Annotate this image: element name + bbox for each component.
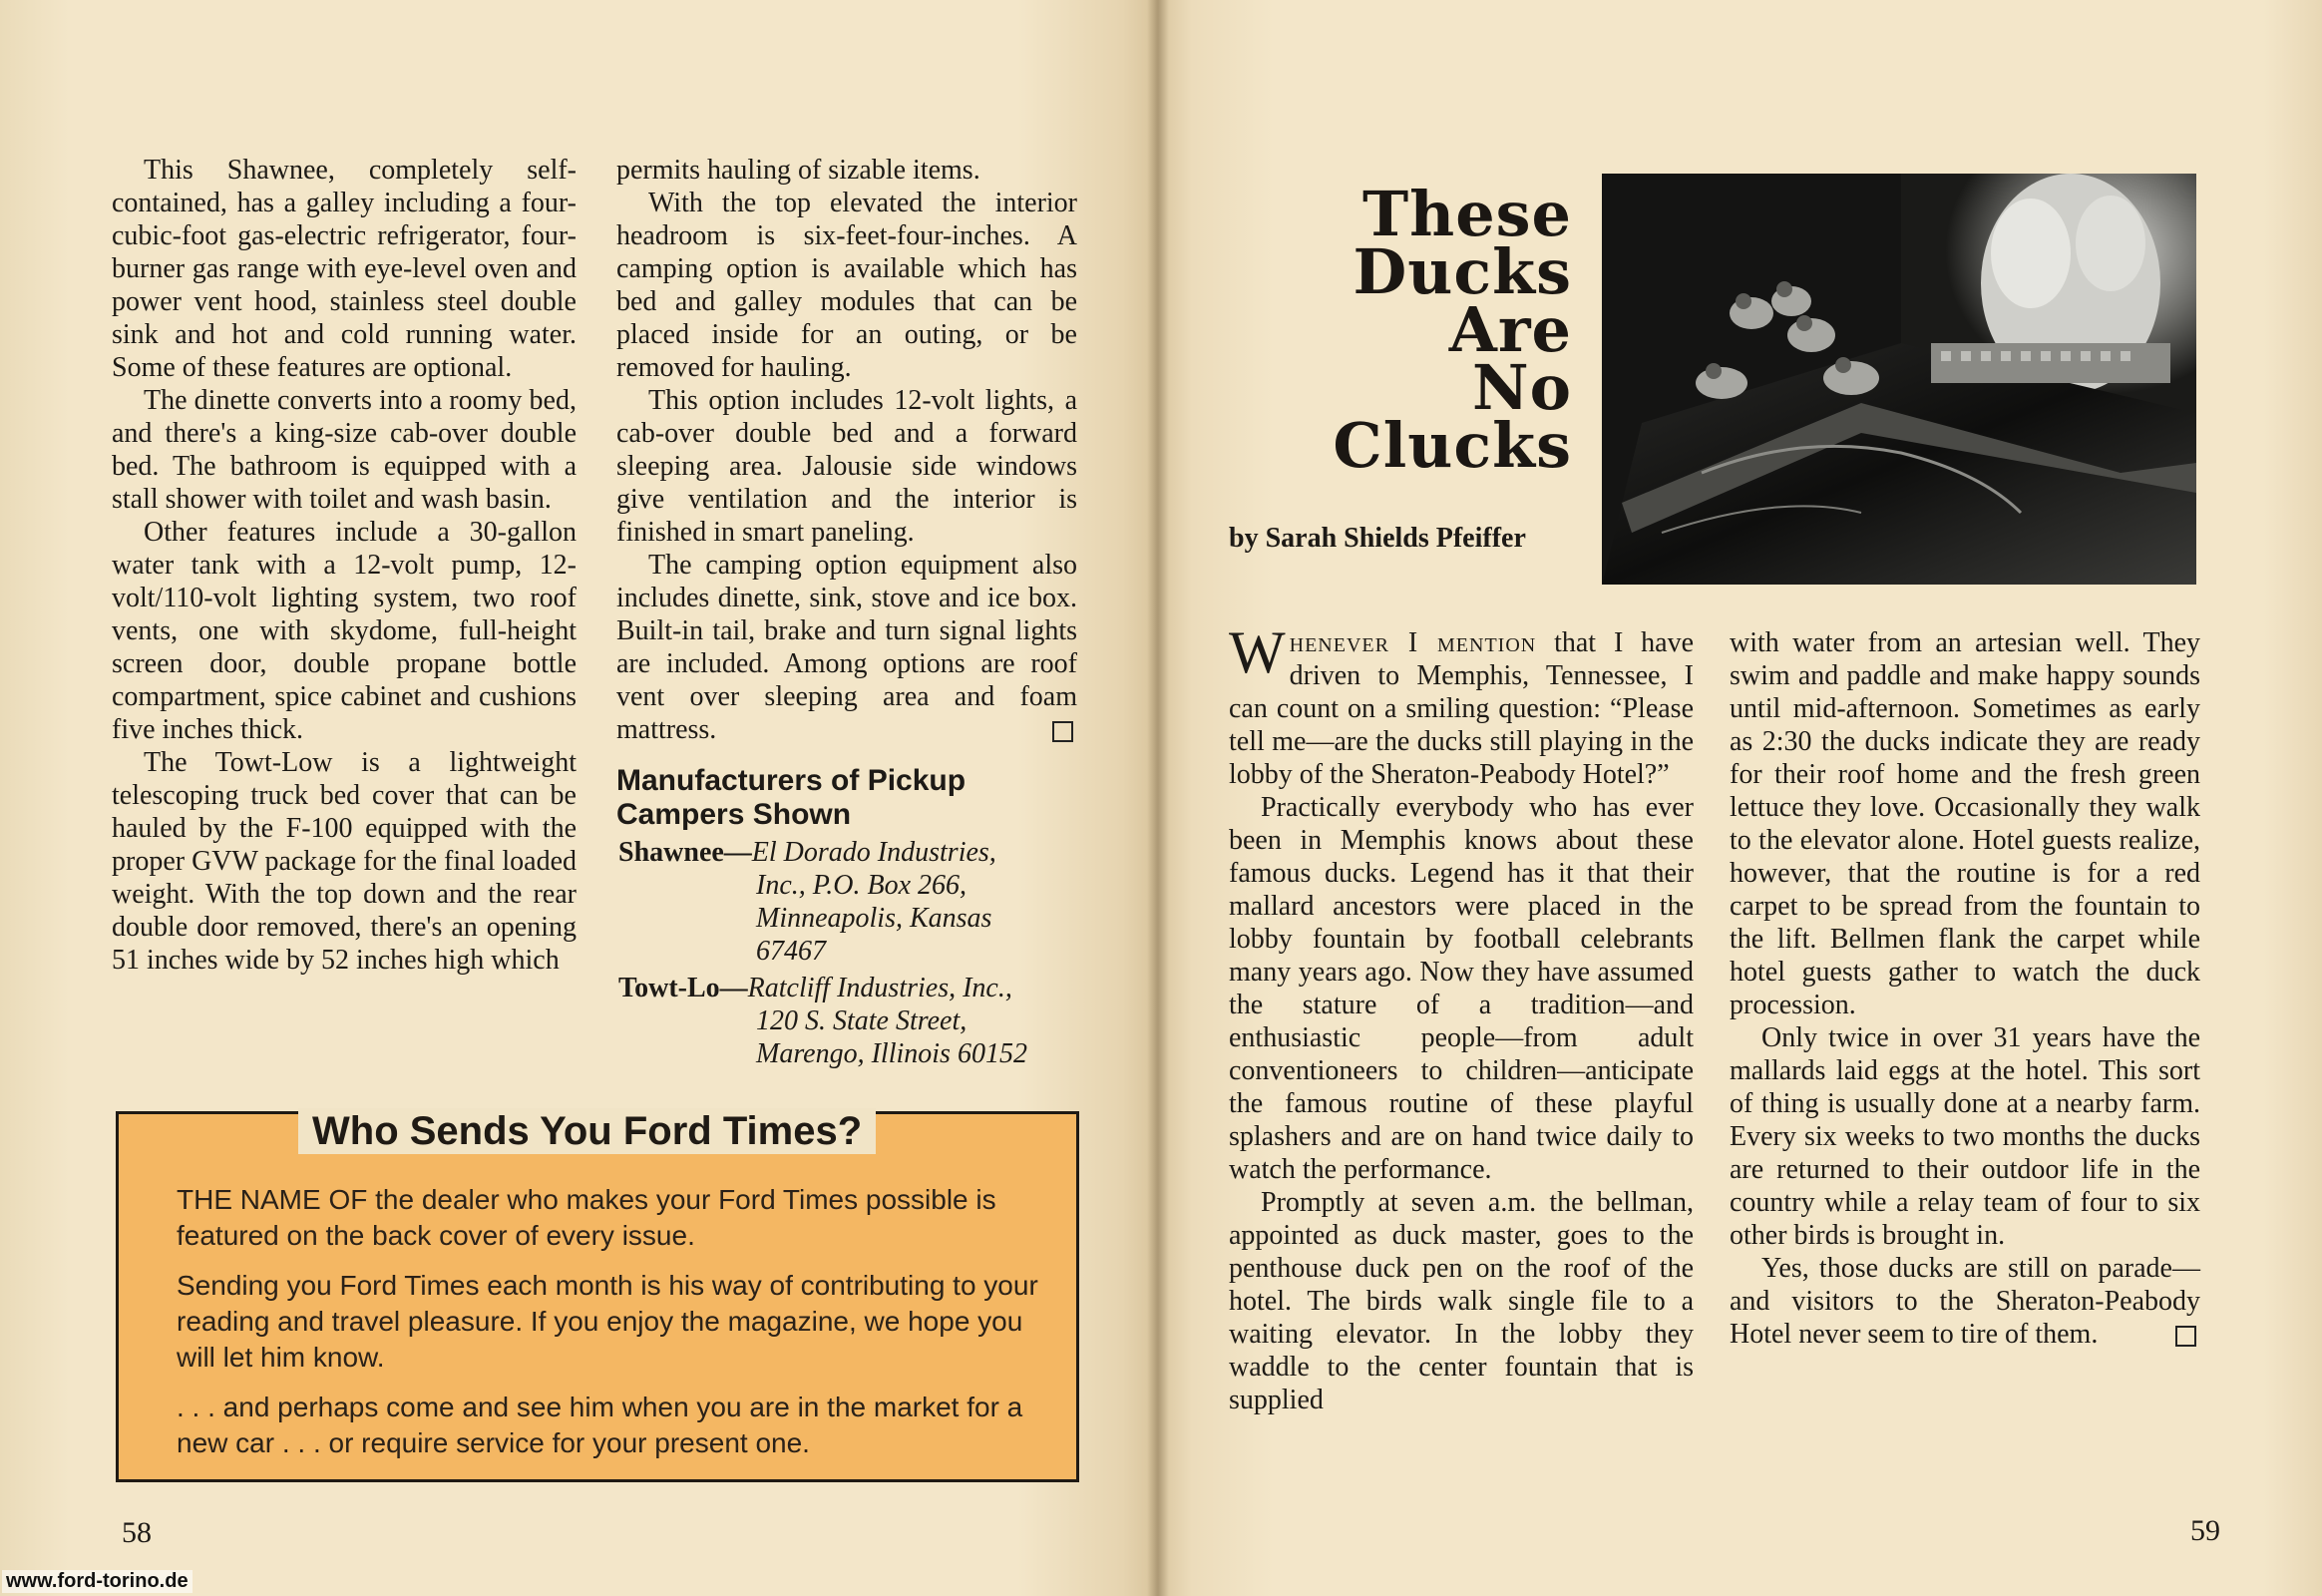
- article-byline: by Sarah Shields Pfeiffer: [1229, 523, 1526, 554]
- info-box-title: Who Sends You Ford Times?: [298, 1108, 876, 1154]
- drop-cap: W: [1229, 619, 1286, 685]
- headline-line: These: [1361, 178, 1572, 250]
- info-box-paragraph: . . . and perhaps come and see him when you are in the market for a new car . . . or require service for your present one.: [177, 1392, 1023, 1458]
- paragraph-last: [616, 549, 1077, 746]
- lead-text: that I have driven to Memphis, Tennessee, I can count on a smiling question: “Please tell me—are the ducks still playing in the lobby of the Sheraton-Peabody Hotel?”: [1229, 627, 1694, 790]
- headline-line: Clucks: [1333, 409, 1572, 482]
- manufacturer-address-line: Inc., P.O. Box 266,: [756, 870, 967, 901]
- manufacturer-address-line: Marengo, Illinois 60152: [756, 1038, 1027, 1069]
- manufacturer-address-line: 67467: [756, 936, 826, 967]
- paragraph: This Shawnee, completely self-contained, has a galley including a four-cubic-foot gas-electric refrigerator, four-burner gas range with eye-level oven and power vent hood, stainless steel double sink and hot and cold running water. Some of these features are optional.: [112, 155, 577, 383]
- end-mark-icon: [2175, 1326, 2196, 1347]
- paragraph-last: [1730, 1252, 2200, 1351]
- page-gutter: [1147, 0, 1169, 1596]
- paragraph: Only twice in over 31 years have the mallards laid eggs at the hotel. This sort of thing is usually done at a nearby farm. Every six weeks to two months the ducks are returned to their outdoor life in the country while a relay team of four to six other birds is brought in.: [1730, 1022, 2200, 1251]
- paragraph-text: Yes, those ducks are still on parade—and visitors to the Sheraton-Peabody Hotel never seem to tire of them.: [1730, 1253, 2200, 1350]
- paragraph: The Towt-Low is a lightweight telescoping truck bed cover that can be hauled by the F-100 equipped with the proper GVW package for the final loaded weight. With the top down and the rear double door removed, there's an opening 51 inches wide by 52 inches high which: [112, 747, 577, 976]
- manufacturer-address-line: Ratcliff Industries, Inc.,: [747, 973, 1012, 1003]
- paragraph: Promptly at seven a.m. the bellman, appointed as duck master, goes to the penthouse duck pen on the roof of the hotel. The birds walk single file to a waiting elevator. In the lobby they waddle to the center fountain that is supplied: [1229, 1187, 1694, 1415]
- info-box-body: [177, 1182, 1054, 1475]
- paragraph: With the top elevated the interior headroom is six-feet-four-inches. A camping option is available which has bed and galley modules that can be placed inside for an outing, or be removed for hauling.: [616, 188, 1077, 383]
- manufacturer-address: [618, 869, 1097, 968]
- manufacturer-address: [618, 1004, 1097, 1070]
- page-number-right: 59: [2190, 1514, 2220, 1547]
- manufacturer-entry: [618, 972, 1097, 1070]
- duck-fountain-photo: [1602, 174, 2196, 585]
- manufacturer-address-line: El Dorado Industries,: [751, 837, 996, 868]
- info-box-paragraph: THE NAME OF the dealer who makes your Ford Times possible is featured on the back cover of every issue.: [177, 1184, 996, 1251]
- paragraph: This option includes 12-volt lights, a cab-over double bed and a forward sleeping area. Jalousie side windows give ventilation and the interior is finished in smart paneling.: [616, 385, 1077, 548]
- info-box-paragraph: Sending you Ford Times each month is his way of contributing to your reading and travel pleasure. If you enjoy the magazine, we hope you will let him know.: [177, 1270, 1038, 1373]
- end-mark-icon: [1052, 721, 1073, 742]
- photo-image: [1602, 174, 2196, 585]
- manufacturer-name: Towt-Lo—: [618, 973, 748, 1003]
- paragraph-text: The camping option equipment also includes dinette, sink, stove and ice box. Built-in tail, brake and turn signal lights are included. Among options are roof vent over sleeping area and foam mattress.: [616, 550, 1077, 745]
- left-page: [0, 0, 1157, 1596]
- headline-line: Ducks: [1353, 235, 1572, 308]
- lead-paragraph: [1229, 619, 1694, 791]
- headline-line: Are: [1448, 293, 1572, 366]
- manufacturer-entry: [618, 836, 1097, 968]
- paragraph: Other features include a 30-gallon water tank with a 12-volt pump, 12-volt/110-volt lighting system, two roof vents, one with skydome, full-height screen door, double propane bottle compartment, spice cabinet and cushions five inches thick.: [112, 517, 577, 745]
- right-column-1: [1229, 619, 1694, 1416]
- left-column-1: [112, 154, 577, 977]
- paragraph: with water from an artesian well. They swim and paddle and make happy sounds until mid-afternoon. Sometimes as early as 2:30 the ducks indicate they are ready for their roof home and the fresh green lettuce they love. Occasionally they walk to the elevator alone. Hotel guests realize, however, that the routine is for a red carpet to be spread from the fountain to the lift. Bellmen flank the carpet while hotel guests gather to watch the duck procession.: [1730, 627, 2200, 1020]
- lead-smallcaps: henever I mention: [1289, 627, 1537, 658]
- ford-times-info-box: [116, 1111, 1079, 1482]
- paragraph: The dinette converts into a roomy bed, and there's a king-size cab-over double bed. The bathroom is equipped with a stall shower with toilet and wash basin.: [112, 385, 577, 515]
- manufacturer-name: Shawnee—: [618, 837, 752, 868]
- headline-line: No: [1471, 351, 1572, 424]
- manufacturer-address-line: 120 S. State Street,: [756, 1005, 968, 1036]
- paragraph: permits hauling of sizable items.: [616, 155, 980, 186]
- article-headline: [1333, 178, 1572, 482]
- manufacturer-address-line: Minneapolis, Kansas: [756, 903, 992, 934]
- page-number-left: 58: [122, 1516, 152, 1549]
- right-column-2: [1730, 626, 2200, 1351]
- watermark: www.ford-torino.de: [2, 1570, 193, 1593]
- left-column-2: [616, 154, 1077, 746]
- manufacturers-title: Manufacturers of Pickup Campers Shown: [616, 764, 967, 831]
- paragraph: Practically everybody who has ever been in Memphis knows about these famous ducks. Legend has it that their mallard ancestors were placed in the lobby fountain by football celebrants many years ago. Now they have assumed the stature of a tradition—and enthusiastic people—from adult conventioneers to children—anticipate the famous routine of these playful splashers and are on hand twice daily to watch the performance.: [1229, 792, 1694, 1185]
